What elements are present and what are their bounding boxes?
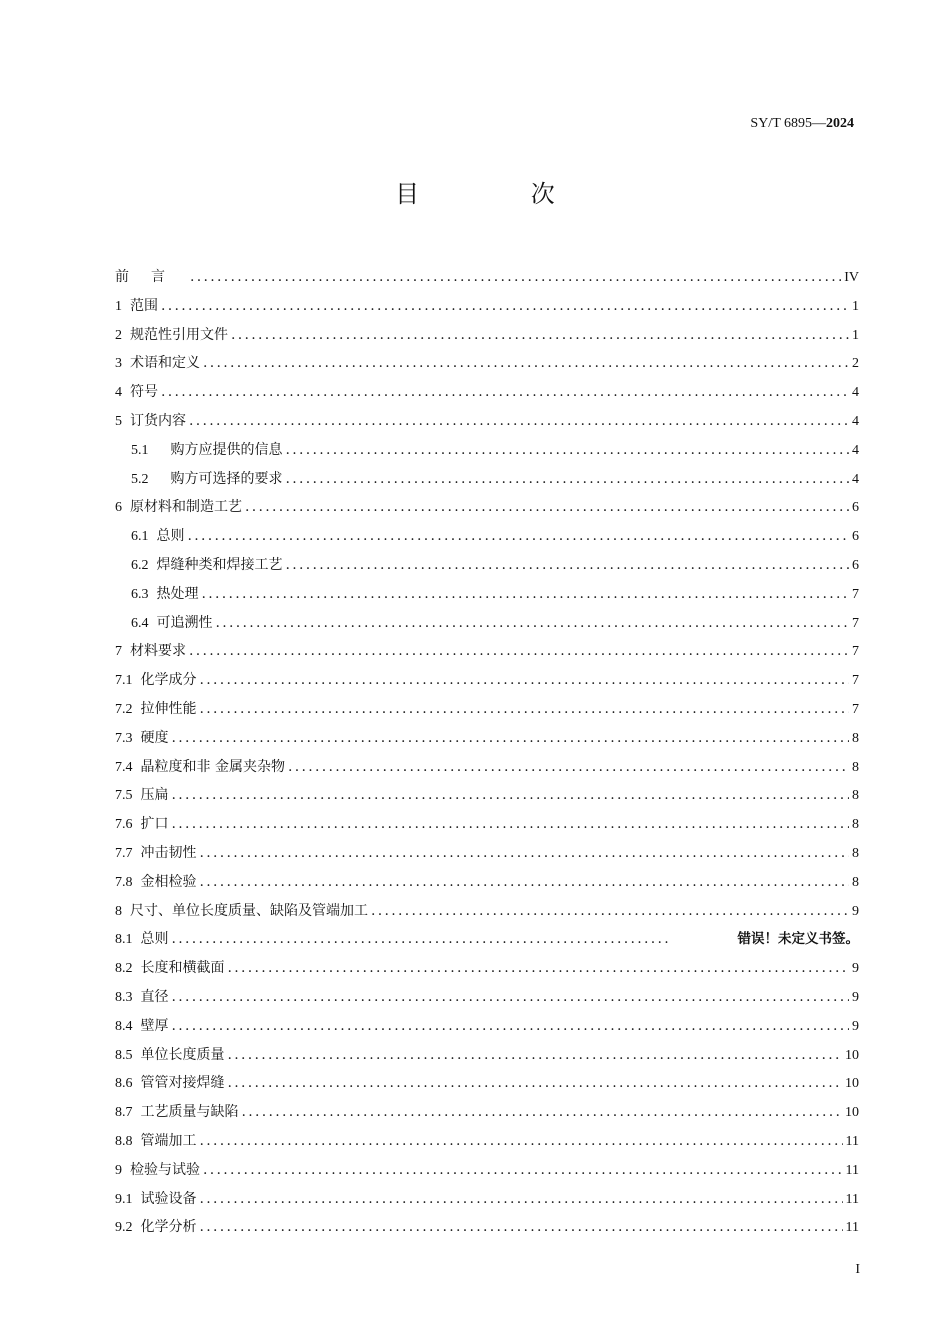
toc-entry[interactable] bbox=[115, 1041, 859, 1070]
toc-entry-label: 扩口 bbox=[140, 816, 169, 833]
toc-entry-number: 8.3 bbox=[115, 989, 133, 1005]
toc-entry-label: 拉伸性能 bbox=[140, 700, 197, 717]
toc-dot-leader bbox=[190, 263, 841, 292]
toc-entry[interactable] bbox=[115, 1012, 859, 1041]
toc-entry-number: 7.6 bbox=[115, 817, 133, 833]
toc-entry[interactable] bbox=[115, 292, 859, 321]
toc-dot-leader bbox=[189, 407, 849, 436]
toc-entry-label: 冲击韧性 bbox=[140, 844, 197, 861]
toc-entry[interactable] bbox=[115, 666, 859, 695]
toc-entry[interactable] bbox=[115, 1069, 859, 1098]
toc-entry-page: 8 bbox=[852, 817, 859, 833]
toc-entry-page: 10 bbox=[845, 1105, 859, 1121]
toc-dot-leader bbox=[231, 321, 849, 350]
toc-entry[interactable] bbox=[115, 522, 859, 551]
toc-entry-label: 原材料和制造工艺 bbox=[130, 499, 242, 516]
toc-entry-page: 6 bbox=[852, 529, 859, 545]
toc-entry[interactable] bbox=[115, 493, 859, 522]
toc-entry-number: 5 bbox=[115, 413, 122, 429]
toc-dot-leader bbox=[172, 810, 850, 839]
toc-entry[interactable] bbox=[115, 954, 859, 983]
toc-dot-leader bbox=[189, 637, 849, 666]
toc-entry[interactable] bbox=[115, 925, 859, 954]
table-of-contents bbox=[115, 263, 859, 1242]
toc-entry-number: 8.1 bbox=[115, 932, 133, 948]
toc-entry-number: 7.5 bbox=[115, 788, 133, 804]
toc-entry-number: 7 bbox=[115, 644, 122, 660]
toc-entry-label: 金相检验 bbox=[140, 873, 197, 890]
toc-entry-number: 8.6 bbox=[115, 1076, 133, 1092]
toc-entry-number: 6.4 bbox=[131, 615, 149, 631]
toc-entry-label: 范围 bbox=[130, 297, 158, 314]
toc-entry[interactable] bbox=[115, 695, 859, 724]
toc-entry[interactable] bbox=[115, 436, 859, 465]
toc-entry-label: 化学成分 bbox=[140, 672, 197, 689]
toc-entry[interactable] bbox=[115, 983, 859, 1012]
toc-entry-page: 9 bbox=[852, 961, 859, 977]
toc-entry-page: 10 bbox=[845, 1076, 859, 1092]
toc-dot-leader bbox=[371, 897, 849, 926]
toc-entry-label: 管端加工 bbox=[140, 1132, 197, 1149]
toc-entry-number: 8.2 bbox=[115, 961, 133, 977]
toc-entry-label: 管管对接焊缝 bbox=[140, 1075, 225, 1092]
toc-dot-leader bbox=[200, 1185, 843, 1214]
toc-entry-page: 8 bbox=[852, 845, 859, 861]
toc-entry[interactable] bbox=[115, 551, 859, 580]
toc-dot-leader bbox=[286, 551, 850, 580]
toc-entry-number: 9 bbox=[115, 1162, 122, 1178]
toc-entry-label: 化学分析 bbox=[140, 1219, 197, 1236]
toc-dot-leader bbox=[172, 781, 850, 810]
toc-dot-leader bbox=[202, 580, 850, 609]
toc-dot-leader bbox=[228, 1069, 843, 1098]
toc-dot-leader bbox=[203, 1156, 843, 1185]
toc-dot-leader bbox=[200, 1127, 843, 1156]
toc-entry-number: 7.8 bbox=[115, 874, 133, 890]
toc-entry-number: 9.2 bbox=[115, 1220, 133, 1236]
toc-entry-label: 检验与试验 bbox=[130, 1161, 200, 1178]
toc-entry-label: 壁厚 bbox=[140, 1017, 169, 1034]
toc-entry-page: 4 bbox=[852, 385, 859, 401]
toc-entry-page: 8 bbox=[852, 788, 859, 804]
toc-entry[interactable] bbox=[115, 580, 859, 609]
toc-entry-label: 订货内容 bbox=[130, 412, 186, 429]
toc-entry[interactable] bbox=[115, 263, 859, 292]
toc-entry[interactable] bbox=[115, 1185, 859, 1214]
toc-entry-page: 1 bbox=[852, 327, 859, 343]
toc-entry-number: 7.3 bbox=[115, 730, 133, 746]
toc-entry-label: 购方应提供的信息 bbox=[170, 441, 283, 458]
toc-entry-page: 11 bbox=[845, 1133, 859, 1149]
toc-dot-leader bbox=[200, 666, 850, 695]
toc-entry-page: 9 bbox=[852, 989, 859, 1005]
toc-entry-number: 1 bbox=[115, 298, 122, 314]
toc-entry-page: 7 bbox=[852, 673, 859, 689]
toc-entry[interactable] bbox=[115, 378, 859, 407]
toc-entry[interactable] bbox=[115, 897, 859, 926]
toc-entry[interactable] bbox=[115, 1156, 859, 1185]
toc-dot-leader bbox=[288, 753, 849, 782]
toc-entry-page: 6 bbox=[852, 500, 859, 516]
toc-entry-number: 8.5 bbox=[115, 1047, 133, 1063]
toc-entry-page: 7 bbox=[852, 701, 859, 717]
toc-entry-page: 2 bbox=[852, 356, 859, 372]
toc-entry[interactable] bbox=[115, 781, 859, 810]
toc-entry[interactable] bbox=[115, 753, 859, 782]
toc-entry-label: 总则 bbox=[156, 528, 185, 545]
toc-entry-page: 8 bbox=[852, 874, 859, 890]
toc-entry-page: 错误！未定义书签。 bbox=[737, 931, 859, 948]
toc-entry-label: 长度和横截面 bbox=[140, 960, 225, 977]
toc-entry[interactable] bbox=[115, 1127, 859, 1156]
toc-dot-leader bbox=[200, 1213, 843, 1242]
toc-entry-number: 8 bbox=[115, 903, 122, 919]
toc-dot-leader bbox=[242, 1098, 843, 1127]
toc-entry[interactable] bbox=[115, 868, 859, 897]
page-folio: I bbox=[855, 1262, 860, 1277]
toc-entry[interactable] bbox=[115, 810, 859, 839]
toc-dot-leader bbox=[286, 436, 850, 465]
toc-entry-number: 7.4 bbox=[115, 759, 133, 775]
toc-dot-leader bbox=[172, 983, 850, 1012]
toc-entry[interactable] bbox=[115, 465, 859, 494]
toc-entry-number: 6.2 bbox=[131, 557, 149, 573]
toc-entry-label: 试验设备 bbox=[140, 1190, 197, 1207]
standard-code-prefix: SY/T 6895— bbox=[750, 116, 826, 131]
toc-entry-page: IV bbox=[844, 270, 859, 285]
toc-dot-leader bbox=[228, 1041, 843, 1070]
toc-entry-page: 4 bbox=[852, 413, 859, 429]
toc-entry-number: 7.7 bbox=[115, 845, 133, 861]
toc-entry-page: 9 bbox=[852, 1018, 859, 1034]
standard-code bbox=[750, 116, 854, 132]
toc-entry-label: 压扁 bbox=[140, 787, 169, 804]
toc-entry-label: 总则 bbox=[140, 931, 169, 948]
toc-entry-number: 7.1 bbox=[115, 673, 133, 689]
toc-entry-number: 3 bbox=[115, 356, 122, 372]
toc-dot-leader bbox=[286, 465, 850, 494]
toc-dot-leader bbox=[228, 954, 850, 983]
toc-entry-page: 11 bbox=[845, 1162, 859, 1178]
toc-dot-leader bbox=[200, 839, 850, 868]
toc-entry-label: 单位长度质量 bbox=[140, 1046, 225, 1063]
toc-entry-label: 焊缝种类和焊接工艺 bbox=[156, 556, 283, 573]
toc-entry[interactable] bbox=[115, 321, 859, 350]
toc-entry[interactable] bbox=[115, 724, 859, 753]
toc-entry[interactable] bbox=[115, 349, 859, 378]
toc-entry-page: 6 bbox=[852, 557, 859, 573]
toc-entry-label: 前言 bbox=[115, 269, 187, 285]
toc-entry-page: 11 bbox=[845, 1191, 859, 1207]
toc-entry[interactable] bbox=[115, 1098, 859, 1127]
toc-entry-number: 5.1 bbox=[131, 442, 149, 458]
toc-entry-page: 7 bbox=[852, 644, 859, 660]
toc-entry-page: 7 bbox=[852, 586, 859, 602]
toc-entry-number: 6.1 bbox=[131, 529, 149, 545]
toc-entry-number: 9.1 bbox=[115, 1191, 133, 1207]
toc-entry-label: 可追溯性 bbox=[156, 614, 213, 631]
toc-entry[interactable] bbox=[115, 839, 859, 868]
toc-entry-number: 8.4 bbox=[115, 1018, 133, 1034]
toc-entry-page: 10 bbox=[845, 1047, 859, 1063]
toc-dot-leader bbox=[245, 493, 849, 522]
toc-entry-label: 购方可选择的要求 bbox=[170, 470, 283, 487]
toc-entry-label: 术语和定义 bbox=[130, 355, 200, 372]
toc-dot-leader bbox=[200, 868, 850, 897]
toc-entry-page: 8 bbox=[852, 730, 859, 746]
toc-entry-label: 热处理 bbox=[156, 585, 199, 602]
toc-entry-page: 1 bbox=[852, 298, 859, 314]
toc-entry-label: 符号 bbox=[130, 384, 158, 401]
toc-entry-page: 7 bbox=[852, 615, 859, 631]
toc-dot-leader bbox=[200, 695, 850, 724]
toc-entry-label: 硬度 bbox=[140, 729, 169, 746]
toc-entry-page: 9 bbox=[852, 903, 859, 919]
toc-dot-leader bbox=[172, 724, 850, 753]
toc-dot-leader bbox=[172, 1012, 850, 1041]
toc-entry[interactable] bbox=[115, 407, 859, 436]
toc-dot-leader bbox=[203, 349, 849, 378]
toc-entry[interactable] bbox=[115, 609, 859, 638]
toc-entry-label: 工艺质量与缺陷 bbox=[140, 1104, 239, 1121]
toc-entry[interactable] bbox=[115, 1213, 859, 1242]
toc-entry-label: 规范性引用文件 bbox=[130, 326, 228, 343]
standard-year: 2024 bbox=[826, 116, 854, 131]
toc-entry-label: 晶粒度和非 金属夹杂物 bbox=[140, 758, 285, 775]
toc-entry-number: 2 bbox=[115, 327, 122, 343]
toc-entry-number: 6 bbox=[115, 500, 122, 516]
toc-entry-number: 4 bbox=[115, 385, 122, 401]
toc-dot-leader bbox=[161, 292, 849, 321]
toc-entry-number: 5.2 bbox=[131, 471, 149, 487]
toc-entry-number: 8.7 bbox=[115, 1105, 133, 1121]
toc-entry-number: 8.8 bbox=[115, 1133, 133, 1149]
toc-dot-leader bbox=[172, 925, 672, 954]
toc-entry-label: 尺寸、单位长度质量、缺陷及管端加工 bbox=[130, 902, 368, 919]
toc-entry-number: 6.3 bbox=[131, 586, 149, 602]
toc-entry-page: 4 bbox=[852, 471, 859, 487]
toc-entry-number: 7.2 bbox=[115, 701, 133, 717]
toc-entry[interactable] bbox=[115, 637, 859, 666]
toc-entry-page: 4 bbox=[852, 442, 859, 458]
toc-dot-leader bbox=[188, 522, 850, 551]
toc-dot-leader bbox=[161, 378, 849, 407]
toc-entry-label: 直径 bbox=[140, 988, 169, 1005]
toc-entry-page: 11 bbox=[845, 1220, 859, 1236]
toc-dot-leader bbox=[216, 609, 850, 638]
toc-entry-label: 材料要求 bbox=[130, 643, 186, 660]
toc-entry-page: 8 bbox=[852, 759, 859, 775]
page-title: 目 次 bbox=[395, 180, 607, 208]
